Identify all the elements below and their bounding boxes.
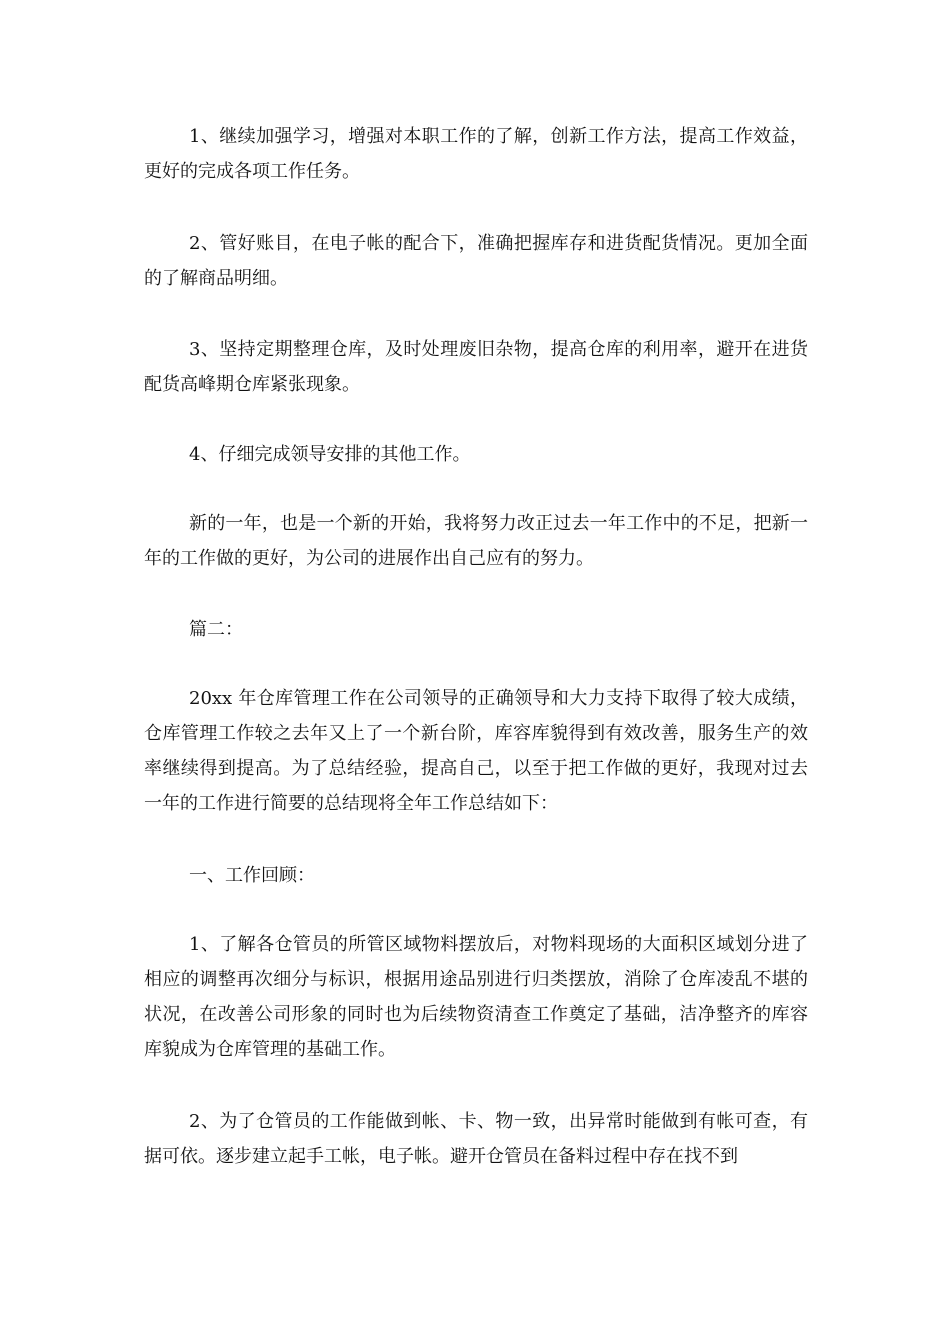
plan-item-4: 4、仔细完成领导安排的其他工作。	[189, 444, 471, 465]
section-heading-part-two: 篇二：	[189, 619, 243, 640]
plan-item-3: 3、坚持定期整理仓库，及时处理废旧杂物，提高仓库的利用率，避开在进货配货高峰期仓库紧张现象。	[144, 339, 808, 395]
plan-item-1: 1、继续加强学习，增强对本职工作的了解，创新工作方法，提高工作效益，更好的完成各项工作任务。	[144, 126, 808, 182]
plan-item-2: 2、管好账目，在电子帐的配合下，准确把握库存和进货配货情况。更加全面的了解商品明细。	[144, 233, 808, 289]
intro-paragraph: 20xx 年仓库管理工作在公司领导的正确领导和大力支持下取得了较大成绩，仓库管理工作较之去年又上了一个新台阶，库容库貌得到有效改善，服务生产的效率继续得到提高。为了总结经验，提高自己，以至于把工作做的更好，我现对过去一年的工作进行简要的总结现将全年工作总结如下：	[144, 688, 808, 814]
closing-paragraph: 新的一年，也是一个新的开始，我将努力改正过去一年工作中的不足，把新一年的工作做的更好，为公司的进展作出自己应有的努力。	[144, 513, 808, 569]
section-heading-review: 一、工作回顾：	[189, 865, 315, 886]
review-item-1: 1、了解各仓管员的所管区域物料摆放后，对物料现场的大面积区域划分进了相应的调整再次细分与标识，根据用途品别进行归类摆放，消除了仓库凌乱不堪的状况，在改善公司形象的同时也为后续物资清查工作奠定了基础，洁净整齐的库容库貌成为仓库管理的基础工作。	[144, 934, 808, 1060]
review-item-2: 2、为了仓管员的工作能做到帐、卡、物一致，出异常时能做到有帐可查，有据可依。逐步建立起手工帐，电子帐。避开仓管员在备料过程中存在找不到	[144, 1111, 808, 1167]
